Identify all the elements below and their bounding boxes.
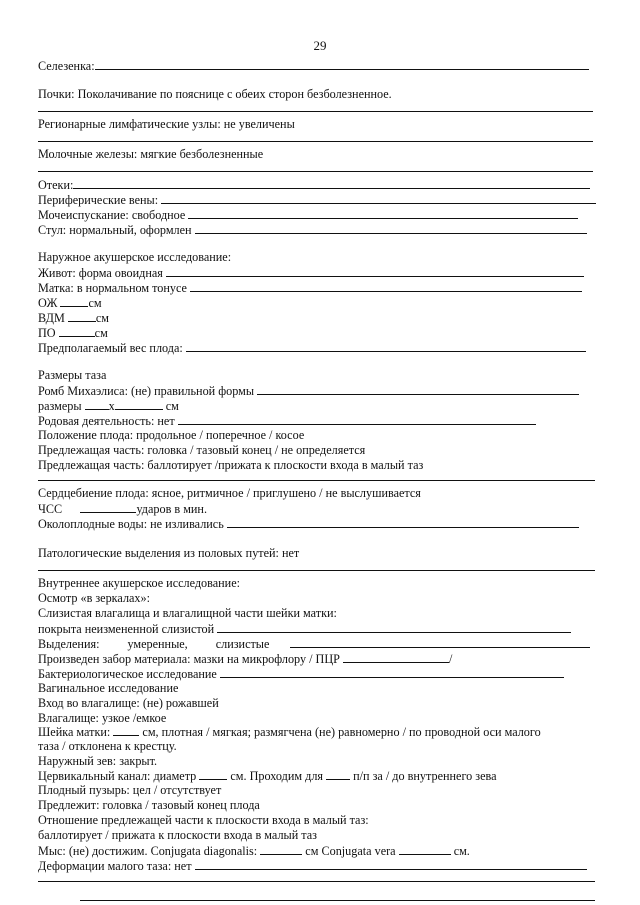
cervical-canal-c: п/п за / до внутреннего зева [353,769,497,783]
michaelis-line [38,383,579,398]
vdm-line [38,310,109,325]
vdm-unit: см [95,311,109,325]
deformities-label: Деформации малого таза: нет [38,859,192,873]
bottom-rule [80,900,595,901]
mucosa-value-line [38,621,571,636]
discharge-moderate: умеренные, [127,637,188,651]
urination-label: Мочеиспускание: свободное [38,208,186,222]
deformities-field[interactable] [195,858,587,870]
pelvis-sizes-heading: Размеры таза [38,368,107,382]
conjugata-vera-field[interactable] [399,843,451,855]
po-field[interactable] [59,325,95,337]
internal-exam-heading: Внутреннее акушерское исследование: [38,576,240,590]
deformities-rule [38,881,595,882]
veins-line [38,192,596,207]
po-label: ПО [38,326,56,340]
amniotic-line [38,516,579,531]
deformities-line [38,858,587,873]
michaelis-label: Ромб Михаэлиса: (не) правильной формы [38,384,255,398]
amniotic-field[interactable] [227,516,579,528]
abdomen-field[interactable] [166,265,584,277]
vaginal-exam-heading: Вагинальное исследование [38,681,179,695]
external-exam-heading: Наружное акушерское исследование: [38,250,232,264]
sampling-line: Произведен забор материала: мазки на микрофлору / ПЦР / [38,652,453,666]
pathological-rule [38,570,595,571]
hr-unit: ударов в мин. [136,502,207,516]
presenting-part-line-1: Предлежащая часть: головка / тазовый конец / не определяется [38,443,366,457]
fetal-position-line: Положение плода: продольное / поперечное / косое [38,428,305,442]
stool-field[interactable] [195,222,587,234]
pathological-line: Патологические выделения из половых путей: нет [38,546,300,560]
canal-fingers-field[interactable] [326,768,350,780]
oj-field[interactable] [60,295,88,307]
discharge-line [38,636,590,651]
cervix-text-a: см, плотная / мягкая; размягчена (не) равномерно / по проводной оси малого [142,725,541,739]
stool-label: Стул: нормальный, оформлен [38,223,192,237]
veins-label: Периферические вены: [38,193,159,207]
veins-field[interactable] [161,192,596,204]
kidneys-line: Почки: Поколачивание по пояснице с обеих сторон безболезненное. [38,87,392,101]
kidneys-rule [38,111,593,112]
fetal-weight-field[interactable] [186,340,586,352]
cervix-length-field[interactable] [113,724,139,736]
external-os-line: Наружный зев: закрыт. [38,754,158,768]
fetal-bladder-line: Плодный пузырь: цел / отсутствует [38,783,222,797]
cervical-canal-b: см. Проходим для [230,769,324,783]
bacteriology-line [38,666,564,681]
size-b-field[interactable] [115,398,163,410]
presents-line: Предлежит: головка / тазовый конец плода [38,798,260,812]
uterus-label: Матка: в нормальном тонусе [38,281,187,295]
sizes-x: х [108,399,115,413]
cervix-line-2: таза / отклонена к крестцу. [38,739,177,753]
cape-a: Мыс: (не) достижим. Conjugata diagonalis: [38,844,258,858]
mucosa-field[interactable] [217,621,571,633]
vagina-line: Влагалище: узкое /емкое [38,711,167,725]
po-unit: см [94,326,108,340]
cape-line [38,843,470,858]
spleen-field[interactable] [95,58,589,70]
urination-field[interactable] [188,207,578,219]
relation-value-line: баллотирует / прижата к плоскости входа в малый таз [38,828,317,842]
sampling-label: Произведен забор материала: мазки на микрофлору / ПЦР [38,652,340,666]
hr-label: ЧСС [38,502,63,516]
spleen-label: Селезенка: [38,59,95,73]
vdm-label: ВДМ [38,311,65,325]
breasts-line: Молочные железы: мягкие безболезненные [38,147,264,161]
labor-label: Родовая деятельность: нет [38,414,175,428]
bacteriology-label: Бактериологическое исследование [38,667,217,681]
lymph-nodes-rule [38,141,593,142]
size-a-field[interactable] [85,398,109,410]
cervical-canal-line [38,768,497,783]
discharge-label: Выделения: [38,637,100,651]
canal-diameter-field[interactable] [199,768,227,780]
amniotic-label: Околоплодные воды: не изливались [38,517,224,531]
conjugata-diagonalis-field[interactable] [260,843,302,855]
hr-field[interactable] [80,501,136,513]
breasts-rule [38,171,593,172]
mucosa-value: покрыта неизмененной слизистой [38,622,215,636]
fetal-weight-label: Предполагаемый вес плода: [38,341,183,355]
uterus-field[interactable] [190,280,582,292]
edema-label: Отеки: [38,178,74,192]
spleen-line [38,58,589,73]
edema-field[interactable] [73,177,590,189]
mucosa-line: Слизистая влагалища и влагалищной части шейки матки: [38,606,337,620]
bacteriology-field[interactable] [220,666,564,678]
oj-unit: см [88,296,102,310]
heart-rate-line [38,501,207,516]
sampling-field[interactable] [343,651,449,663]
edema-line [38,177,590,192]
relation-line: Отношение предлежащей части к плоскости входа в малый таз: [38,813,369,827]
sizes-label: размеры [38,399,82,413]
abdomen-label: Живот: форма овоидная [38,266,163,280]
sizes-unit: см [165,399,179,413]
vaginal-entry-line: Вход во влагалище: (не) рожавшей [38,696,219,710]
oj-label: ОЖ [38,296,58,310]
labor-line [38,413,536,428]
presenting-part-rule [38,480,595,481]
cape-c: см. [453,844,470,858]
page-number: 29 [313,38,327,53]
cervical-canal-a: Цервикальный канал: диаметр [38,769,197,783]
po-line [38,325,108,340]
michaelis-field[interactable] [257,383,579,395]
cervix-line [38,724,541,739]
vdm-field[interactable] [68,310,96,322]
cervix-label: Шейка матки: [38,725,111,739]
lymph-nodes-line: Регионарные лимфатические узлы: не увеличены [38,117,295,131]
labor-field[interactable] [178,413,536,425]
sizes-line [38,398,179,413]
mirror-exam-line: Осмотр «в зеркалах»: [38,591,151,605]
heartbeat-line: Сердцебиение плода: ясное, ритмичное / приглушено / не выслушивается [38,486,421,500]
discharge-field[interactable] [290,636,590,648]
oj-line [38,295,102,310]
presenting-part-line-2: Предлежащая часть: баллотирует /прижата к плоскости входа в малый таз [38,458,424,472]
abdomen-line [38,265,584,280]
discharge-mucous: слизистые [215,637,270,651]
urination-line [38,207,578,222]
cape-b: см Conjugata vera [305,844,396,858]
fetal-weight-line [38,340,586,355]
uterus-line [38,280,582,295]
stool-line [38,222,587,237]
